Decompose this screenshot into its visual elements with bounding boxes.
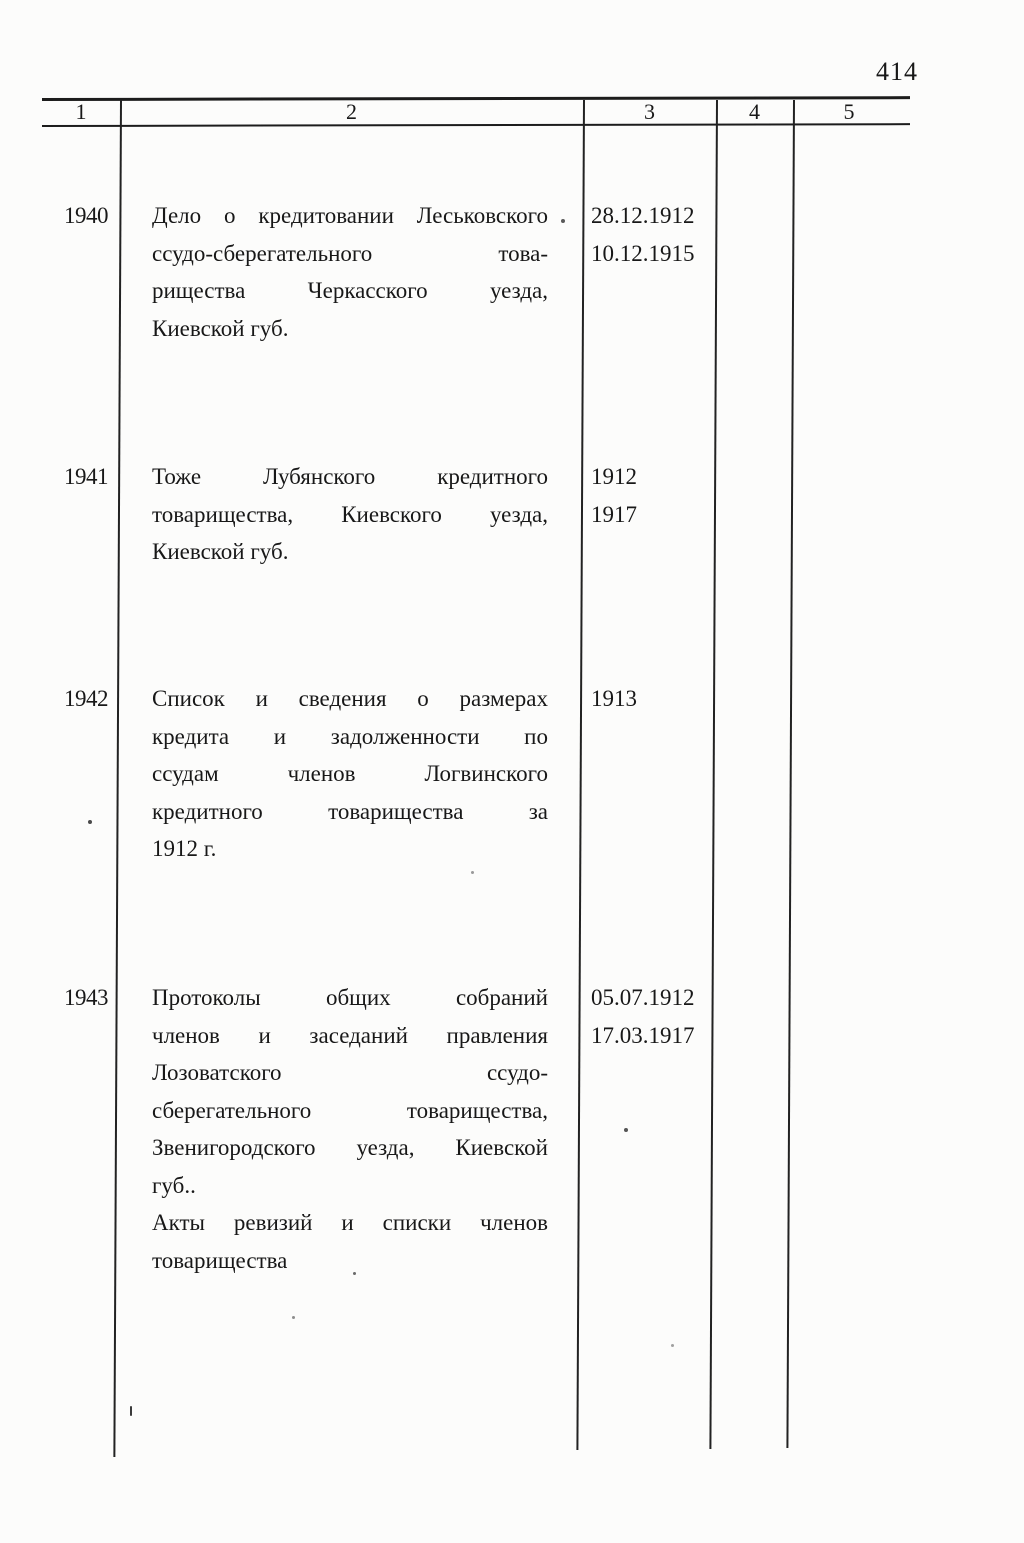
case-dates xyxy=(591,197,719,272)
description-line: Киевской губ. xyxy=(152,539,289,564)
description-line: ссудо-сберегательного това- xyxy=(152,240,548,266)
description-line: Список и сведения о размерах xyxy=(152,686,548,711)
column-header-3: 3 xyxy=(644,99,655,124)
description-line: Лозоватского ссудо- xyxy=(152,1060,548,1085)
scan-speck xyxy=(471,871,474,874)
case-description xyxy=(152,979,548,1279)
description-line: губ.. xyxy=(152,1172,196,1198)
description-line: 1912 г. xyxy=(152,836,217,861)
scan-speck xyxy=(130,1406,132,1416)
column-divider-3 xyxy=(709,100,718,1449)
scan-speck xyxy=(292,1316,295,1319)
date-line: 17.03.1917 xyxy=(591,1022,695,1048)
description-line: кредитного товарищества за xyxy=(152,798,548,824)
scan-speck xyxy=(353,1272,356,1275)
page-number: 414 xyxy=(876,57,918,86)
case-dates xyxy=(591,680,719,718)
description-line: членов и заседаний правления xyxy=(152,1022,548,1048)
column-divider-4 xyxy=(786,100,795,1448)
description-line: сберегательного товарищества, xyxy=(152,1097,548,1123)
case-description xyxy=(152,197,548,347)
case-description xyxy=(152,680,548,868)
column-header-1: 1 xyxy=(75,99,87,124)
case-dates xyxy=(591,458,719,533)
date-line: 1912 xyxy=(591,464,637,489)
column-divider-1 xyxy=(113,100,122,1457)
case-number: 1940 xyxy=(64,203,108,228)
case-number: 1941 xyxy=(64,464,108,489)
description-line: товарищества, Киевского уезда, xyxy=(152,501,548,527)
column-divider-2 xyxy=(576,100,585,1450)
date-line: 05.07.1912 xyxy=(591,985,695,1010)
description-line: Звенигородского уезда, Киевской xyxy=(152,1135,548,1160)
description-line: товарищества xyxy=(152,1247,288,1273)
column-header-4: 4 xyxy=(749,99,760,124)
column-header-2: 2 xyxy=(346,99,357,124)
description-line: ссудам членов Логвинского xyxy=(152,761,548,786)
case-description xyxy=(152,458,548,571)
description-line: кредита и задолженности по xyxy=(152,723,548,749)
date-line: 1917 xyxy=(591,501,637,527)
description-line: Дело о кредитовании Леськовского xyxy=(152,203,548,228)
case-dates xyxy=(591,979,719,1054)
scan-speck xyxy=(671,1344,674,1347)
scan-speck xyxy=(624,1128,628,1132)
description-line: Акты ревизий и списки членов xyxy=(152,1210,548,1235)
case-number: 1943 xyxy=(64,985,108,1010)
description-line: Протоколы общих собраний xyxy=(152,985,548,1010)
date-line: 10.12.1915 xyxy=(591,240,695,266)
scan-speck xyxy=(561,219,565,223)
description-line: Киевской губ. xyxy=(152,315,289,341)
date-line: 28.12.1912 xyxy=(591,203,695,228)
case-number: 1942 xyxy=(64,686,108,711)
description-line: Тоже Лубянского кредитного xyxy=(152,464,548,489)
date-line: 1913 xyxy=(591,686,637,711)
column-header-5: 5 xyxy=(843,99,855,124)
scan-speck xyxy=(88,820,92,824)
description-line: рищества Черкасского уезда, xyxy=(152,278,548,303)
